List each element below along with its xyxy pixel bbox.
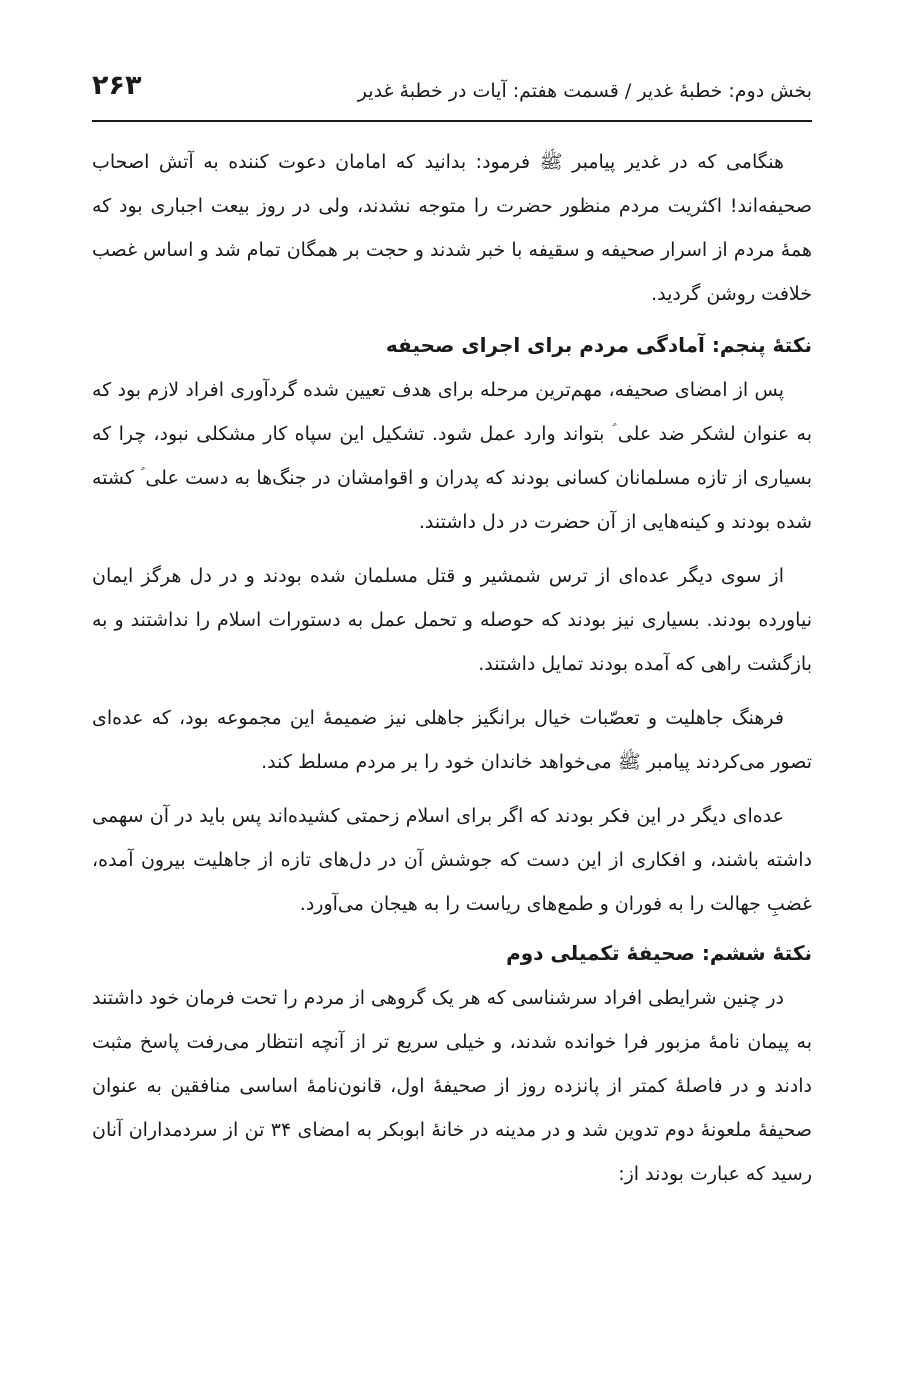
running-header-title: بخش دوم: خطبهٔ غدیر / قسمت هفتم: آیات در خطبهٔ غدیر [357, 80, 812, 102]
paragraph-5-4: عده‌ای دیگر در این فکر بودند که اگر برای اسلام زحمتی کشیده‌اند پس باید در آن سهمی داشته باشند، و افکاری از این دست که جوشش آن در دل‌های تازه از جاهلیت بیرون آمده، غضبِ جهالت را به فوران و طمع‌های ریاست را به هیجان می‌آورد. [92, 805, 812, 915]
section-heading-6: نکتهٔ ششم: صحیفهٔ تکمیلی دوم [506, 941, 812, 965]
page-number: ۲۶۳ [92, 70, 142, 101]
paragraph-5-2: از سوی دیگر عده‌ای از ترس شمشیر و قتل مسلمان شده بودند و در دل هرگز ایمان نیاورده بودند. بسیاری نیز بودند که حوصله و تحمل عمل به دستورات اسلام را نداشتند و به بازگشت راهی که آمده بودند تمایل داشتند. [92, 565, 812, 675]
body-text [92, 140, 812, 1196]
section-heading-5: نکتهٔ پنجم: آمادگی مردم برای اجرای صحیفه [385, 333, 812, 357]
running-header [92, 68, 812, 122]
paragraph-5-1: پس از امضای صحیفه، مهم‌ترین مرحله برای هدف تعیین شده گردآوری افراد لازم بود که به عنوان لشکر ضد علی ؑ بتواند وارد عمل شود. تشکیل این سپاه کار مشکلی نبود، چرا که بسیاری از تازه مسلمانان کسانی بودند که پدران و اقوامشان در جنگ‌ها به دست علی ؑ کشته شده بودند و کینه‌هایی از آن حضرت در دل داشتند. [92, 379, 812, 533]
paragraph-6-1: در چنین شرایطی افراد سرشناسی که هر یک گروهی از مردم را تحت فرمان خود داشتند به پیمان نامهٔ مزبور فرا خوانده شدند، و خیلی سریع تر از آنچه انتظار می‌رفت پاسخ مثبت دادند و در فاصلهٔ کمتر از پانزده روز از صحیفهٔ اول، قانون‌نامهٔ اساسی منافقین به عنوان صحیفهٔ ملعونهٔ دوم تدوین شد و در مدینه در خانهٔ ابوبکر به امضای ۳۴ تن از سردمداران آنان رسید که عبارت بودند از: [92, 987, 812, 1185]
paragraph-5-3: فرهنگ جاهلیت و تعصّبات خیال برانگیز جاهلی نیز ضمیمهٔ این مجموعه بود، که عده‌ای تصور می‌کردند پیامبر ﷺ می‌خواهد خاندان خود را بر مردم مسلط کند. [92, 707, 812, 773]
paragraph-intro: هنگامی که در غدیر پیامبر ﷺ فرمود: بدانید که امامان دعوت کننده به آتش اصحاب صحیفه‌اند! اکثریت مردم منظور حضرت را متوجه نشدند، ولی در روز بیعت اجباری بود که همهٔ مردم از اسرار صحیفه و سقیفه با خبر شدند و حجت بر همگان تمام شد و اساس غصب خلافت روشن گردید. [92, 151, 812, 305]
